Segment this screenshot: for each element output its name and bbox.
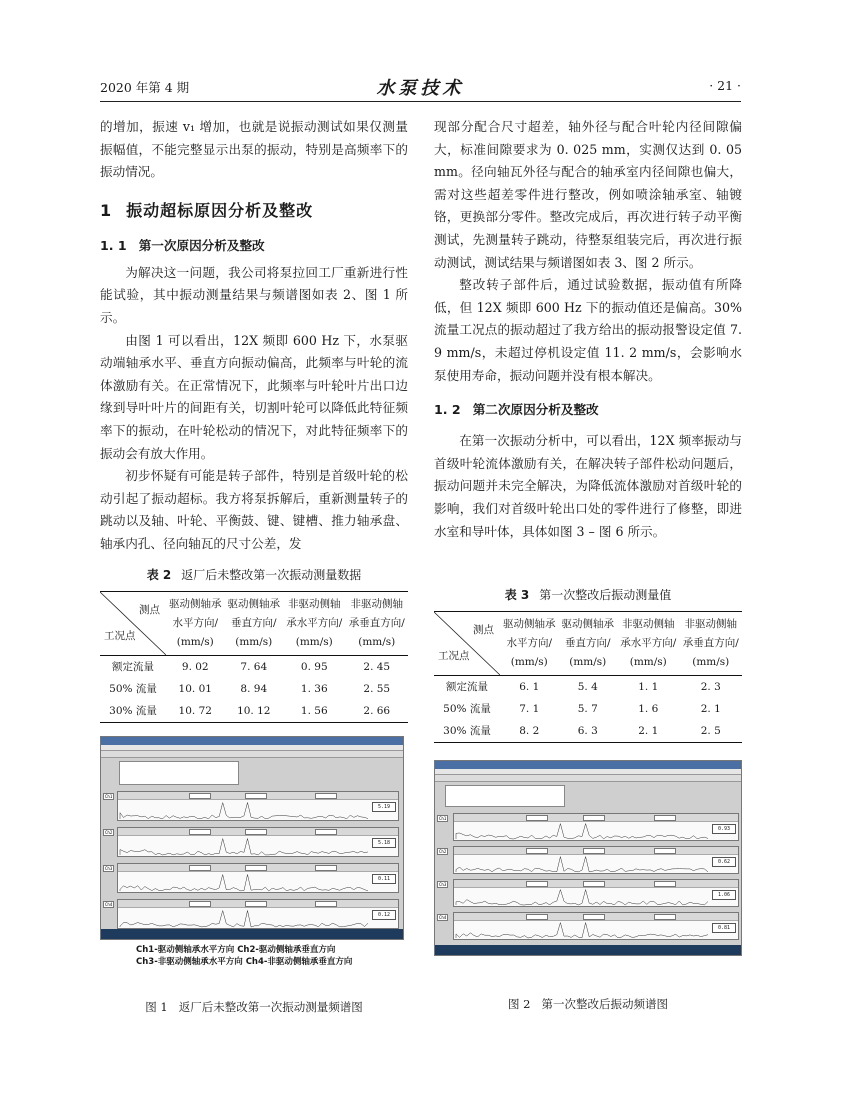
subsection-heading-1 [100, 235, 408, 254]
spectrum-line [456, 857, 708, 872]
issue-label: 2020 年第 4 期 [100, 80, 190, 95]
table-caption [434, 586, 742, 603]
section-title: 振动超标原因分析及整改 [126, 200, 314, 220]
figure-2-screenshot [434, 760, 742, 956]
header-rule [100, 101, 741, 102]
channel-label: Ch2 [439, 849, 447, 854]
readout-display: 1.06 [712, 890, 736, 900]
spectrum-panel [453, 813, 739, 841]
spectrum-panel [117, 899, 399, 929]
channel-label: Ch2 [105, 830, 113, 835]
table-row: 50% 流量 10. 01 8. 94 1. 36 2. 55 [109, 683, 391, 695]
spectrum-line [120, 839, 368, 856]
spectrum-trace [118, 864, 400, 894]
channel-label: Ch3 [105, 866, 113, 871]
column-header: 驱动侧轴承 垂直方向/ (mm/s) [561, 618, 615, 668]
spectrum-panel [453, 912, 739, 940]
os-taskbar [101, 929, 403, 939]
figure-1-screenshot [100, 736, 404, 940]
readout-display: 0.62 [712, 857, 736, 867]
corner-top-label: 测点 [139, 604, 160, 616]
intro-paragraph: 的增加，振速 v₁ 增加，也就是说振动测试如果仅测量振幅值，不能完整显示出泵的振动，特别是高频率下的振动情况。 [100, 119, 408, 180]
table-2 [100, 566, 408, 723]
window-toolbar [101, 751, 403, 758]
paragraph: 现部分配合尺寸超差，轴外径与配合叶轮内径间隙偏大，标准间隙要求为 0. 025 mm，实测仅达到 0. 05 mm。径向轴瓦外径与配合的轴承室内径间隙也偏大，需对这些超差零件进行整改，例如喷涂轴承室、轴镀铬，更换部分零件。整改完成后，再次进行转子动平衡测试，先测量转子跳动，待整泵组装完后，再次进行振动测试，测试结果与频谱图如表 3、图 2 所示。 [434, 119, 742, 270]
subsection-title: 第二次原因分析及整改 [472, 402, 599, 418]
column-header: 非驱动侧轴 承垂直方向/ (mm/s) [348, 598, 405, 648]
table-label: 表 2 [146, 568, 172, 582]
window-titlebar [101, 737, 403, 745]
spectrum-trace [118, 900, 400, 930]
data-table [434, 611, 742, 743]
subsection-number: 1. 1 [100, 237, 127, 253]
window-toolbar [435, 775, 741, 782]
readout-display: 0.93 [712, 824, 736, 834]
column-header: 非驱动侧轴 承水平方向/ (mm/s) [620, 618, 677, 668]
subsection-title: 第一次原因分析及整改 [138, 237, 265, 253]
channel-label: Ch1 [105, 794, 113, 799]
channel-label: Ch1 [439, 816, 447, 821]
table-title: 第一次整改后振动测量值 [539, 588, 672, 602]
spectrum-line [456, 890, 708, 905]
table-label: 表 3 [504, 588, 530, 602]
running-header [100, 76, 741, 98]
column-header: 非驱动侧轴 承水平方向/ (mm/s) [286, 598, 343, 648]
section-heading [100, 198, 408, 221]
corner-header [100, 592, 166, 656]
spectrum-trace [118, 828, 400, 858]
channel-label: Ch4 [439, 915, 447, 920]
spectrum-line [120, 803, 368, 820]
channel-label: Ch3 [439, 882, 447, 887]
table-caption [100, 566, 408, 583]
column-header: 非驱动侧轴 承垂直方向/ (mm/s) [682, 618, 739, 668]
spectrum-panel [453, 846, 739, 874]
table-title: 返厂后未整改第一次振动测量数据 [181, 568, 362, 582]
spectrum-panel [453, 879, 739, 907]
figure-1-caption: 图 1 返厂后未整改第一次振动测量频谱图 [145, 1000, 363, 1014]
paragraph: 在第一次振动分析中，可以看出，12X 频率振动与首级叶轮流体激励有关，在解决转子部件松动问题后，振动问题并未完全解决，为降低流体激励对首级叶轮的影响，我们对首级叶轮出口处的零件进行了修整，即进水室和导叶体，具体如图 3 – 图 6 所示。 [434, 433, 742, 539]
subsection-heading-2 [434, 399, 742, 418]
page-number: · 21 · [709, 78, 741, 93]
spectrum-panel [117, 863, 399, 893]
data-table [100, 591, 408, 723]
spectrum-trace [454, 880, 740, 908]
paragraph: 为解决这一问题，我公司将泵拉回工厂重新进行性能试验，其中振动测量结果与频谱图如表 2、图 1 所示。 [100, 264, 408, 325]
table-row: 30% 流量 10. 72 10. 12 1. 56 2. 66 [100, 700, 408, 723]
readout-display: 0.11 [372, 874, 396, 884]
readout-display: 5.18 [372, 838, 396, 848]
readout-display: 0.12 [372, 910, 396, 920]
channel-label: Ch4 [105, 902, 113, 907]
column-header: 驱动侧轴承 垂直方向/ (mm/s) [227, 598, 281, 648]
subsection-number: 1. 2 [434, 402, 461, 418]
readout-display: 5.19 [372, 802, 396, 812]
spectrum-trace [454, 814, 740, 842]
figure-1-legend [136, 944, 352, 968]
readout-display: 0.81 [712, 923, 736, 933]
left-column [100, 116, 408, 556]
spectrum-trace [118, 792, 400, 822]
table-row: 50% 流量 7. 1 5. 7 1. 6 2. 1 [443, 703, 721, 715]
info-box [445, 785, 565, 807]
table-row: 30% 流量 8. 2 6. 3 2. 1 2. 5 [434, 720, 742, 743]
spectrum-line [456, 923, 708, 938]
spectrum-trace [454, 913, 740, 941]
paragraph: 由图 1 可以看出，12X 频即 600 Hz 下，水泵驱动端轴承水平、垂直方向振动偏高，此频率与叶轮的流体激励有关。在正常情况下，此频率与叶轮叶片出口边缘到导叶叶片的间距有关，切割叶轮可以降低此特征频率下的振动，在叶轮松动的情况下，对此特征频率下的振动会有放大作用。 [100, 332, 408, 461]
journal-title: 水泵技术 [376, 78, 465, 99]
corner-bottom-label: 工况点 [438, 650, 470, 662]
table-row: 额定流量 9. 02 7. 64 0. 95 2. 45 [112, 661, 391, 673]
spectrum-trace [454, 847, 740, 875]
table-3 [434, 586, 742, 743]
corner-header [434, 612, 500, 676]
figure-2-caption: 图 2 第一次整改后振动频谱图 [508, 997, 668, 1011]
spectrum-line [456, 824, 708, 839]
section-number: 1 [100, 200, 113, 220]
paragraph: 整改转子部件后，通过试验数据，振动值有所降低，但 12X 频即 600 Hz 下的振动值还是偏高。30% 流量工况点的振动超过了我方给出的振动报警设定值 7. 9 mm/s，未超过停机设定值 11. 2 mm/s，会影响水泵使用寿命，振动问题并没有根本解决。 [434, 277, 742, 383]
os-taskbar [435, 945, 741, 955]
legend-line: Ch1-驱动侧轴承水平方向 Ch2-驱动侧轴承垂直方向 [136, 945, 336, 955]
corner-bottom-label: 工况点 [104, 630, 136, 642]
right-column [434, 116, 742, 543]
corner-top-label: 测点 [473, 624, 494, 636]
spectrum-line [120, 911, 368, 928]
column-header: 驱动侧轴承 水平方向/ (mm/s) [503, 618, 556, 668]
table-row: 额定流量 6. 1 5. 4 1. 1 2. 3 [446, 681, 721, 693]
window-titlebar [435, 761, 741, 769]
paragraph: 初步怀疑有可能是转子部件，特别是首级叶轮的松动引起了振动超标。我方将泵拆解后，重新测量转子的跳动以及轴、叶轮、平衡鼓、键、键槽、推力轴承盘、轴承内孔、径向轴瓦的尺寸公差，发 [100, 468, 408, 551]
column-header: 驱动侧轴承 水平方向/ (mm/s) [169, 598, 222, 648]
spectrum-line [120, 875, 368, 892]
spectrum-panel [117, 791, 399, 821]
spectrum-panel [117, 827, 399, 857]
info-box [119, 761, 239, 785]
legend-line: Ch3-非驱动侧轴承水平方向 Ch4-非驱动侧轴承垂直方向 [136, 957, 353, 967]
